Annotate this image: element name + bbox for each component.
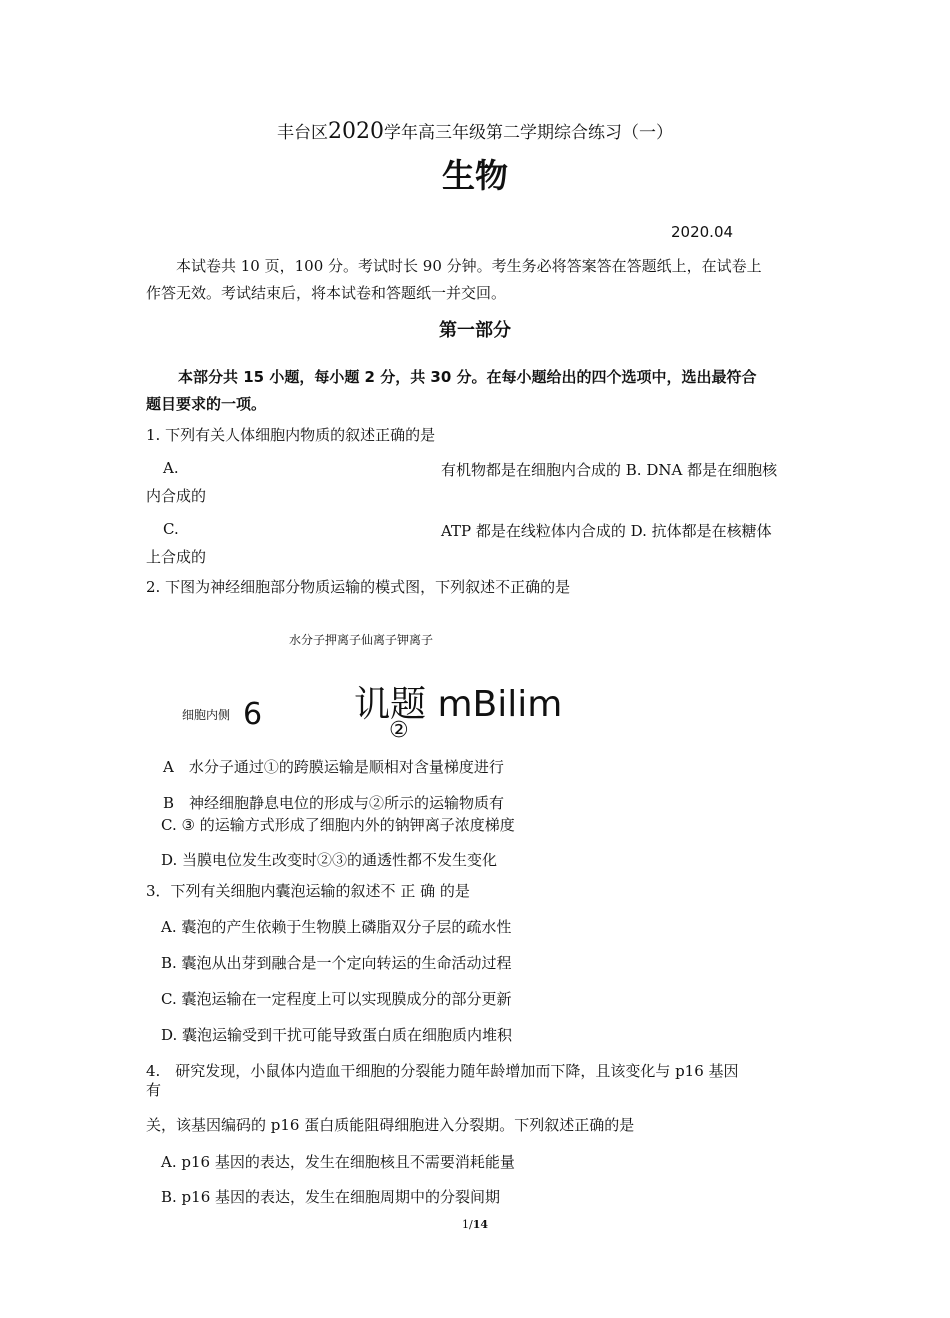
question-1-option-c-label: C. <box>163 520 179 538</box>
exam-date: 2020.04 <box>671 223 734 241</box>
question-2-option-c: C. ③ 的运输方式形成了细胞内外的钠钾离子浓度梯度 <box>161 816 515 834</box>
question-2-option-b: B 神经细胞静息电位的形成与②所示的运输物质有 <box>163 794 505 812</box>
figure-number-label: 6 <box>243 697 263 732</box>
question-1-option-a-continuation: 内合成的 <box>146 487 207 505</box>
figure-ion-labels: 水分子押离子仙离子钾离子 <box>289 633 434 647</box>
question-3-option-a: A. 囊泡的产生依赖于生物膜上磷脂双分子层的疏水性 <box>161 918 512 936</box>
intro-line-1: 本试卷共 10 页，100 分。考试时长 90 分钟。考生务必将答案答在答题纸上，在试卷上 <box>176 257 762 275</box>
question-4-stem-line-2: 关，该基因编码的 p16 蛋白质能阻碍细胞进入分裂期。下列叙述正确的是 <box>146 1116 635 1134</box>
question-3-option-c: C. 囊泡运输在一定程度上可以实现膜成分的部分更新 <box>161 990 512 1008</box>
exam-header-title <box>0 118 950 144</box>
question-1-stem: 1. 下列有关人体细胞内物质的叙述正确的是 <box>146 426 436 444</box>
question-2-option-a: A 水分子通过①的跨膜运输是顺相对含量梯度进行 <box>163 758 504 776</box>
question-3-option-d: D. 囊泡运输受到干扰可能导致蛋白质在细胞质内堆积 <box>161 1026 513 1044</box>
figure-garbled-text: 讥题 mBilim <box>354 684 563 725</box>
header-title-suffix: 学年高三年级第二学期综合练习（一） <box>384 123 673 143</box>
page-number <box>0 1218 950 1231</box>
part-one-instructions-line-1: 本部分共 15 小题，每小题 2 分，共 30 分。在每小题给出的四个选项中，选出最符合 <box>178 368 757 386</box>
figure-inner-side-label: 细胞内侧 <box>182 708 231 722</box>
page-number-total: 14 <box>472 1218 489 1231</box>
part-one-instructions-line-2: 题目要求的一项。 <box>146 395 267 413</box>
question-2-option-d: D. 当膜电位发生改变时②③的通透性都不发生变化 <box>161 851 498 869</box>
part-one-title: 第一部分 <box>439 320 511 341</box>
question-4-stem-line-1-wrap: 有 <box>146 1081 162 1099</box>
question-4-option-a: A. p16 基因的表达，发生在细胞核且不需要消耗能量 <box>161 1153 515 1171</box>
page-number-current: 1/ <box>461 1218 473 1231</box>
question-1-option-a-label: A. <box>163 459 179 477</box>
question-2-stem: 2. 下图为神经细胞部分物质运输的模式图，下列叙述不正确的是 <box>146 578 571 596</box>
intro-line-2: 作答无效。考试结束后，将本试卷和答题纸一并交回。 <box>146 284 507 302</box>
question-1-option-c-continuation: 上合成的 <box>146 548 207 566</box>
question-1-option-c-text: ATP 都是在线粒体内合成的 D. 抗体都是在核糖体 <box>441 522 772 540</box>
question-3-option-b: B. 囊泡从出芽到融合是一个定向转运的生命活动过程 <box>161 954 512 972</box>
header-title-year: 2020 <box>328 119 384 144</box>
question-1-option-a-text: 有机物都是在细胞内合成的 B. DNA 都是在细胞核 <box>441 461 778 479</box>
subject-title: 生物 <box>442 156 508 195</box>
figure-circled-two: ② <box>389 718 409 743</box>
question-3-stem: 3．下列有关细胞内囊泡运输的叙述不 正 确 的是 <box>146 882 470 900</box>
question-4-stem-line-1: 4. 研究发现，小鼠体内造血干细胞的分裂能力随年龄增加而下降，且该变化与 p16 基因 <box>146 1062 739 1080</box>
header-title-prefix: 丰台区 <box>277 123 328 143</box>
question-4-option-b: B. p16 基因的表达，发生在细胞周期中的分裂间期 <box>161 1188 501 1206</box>
